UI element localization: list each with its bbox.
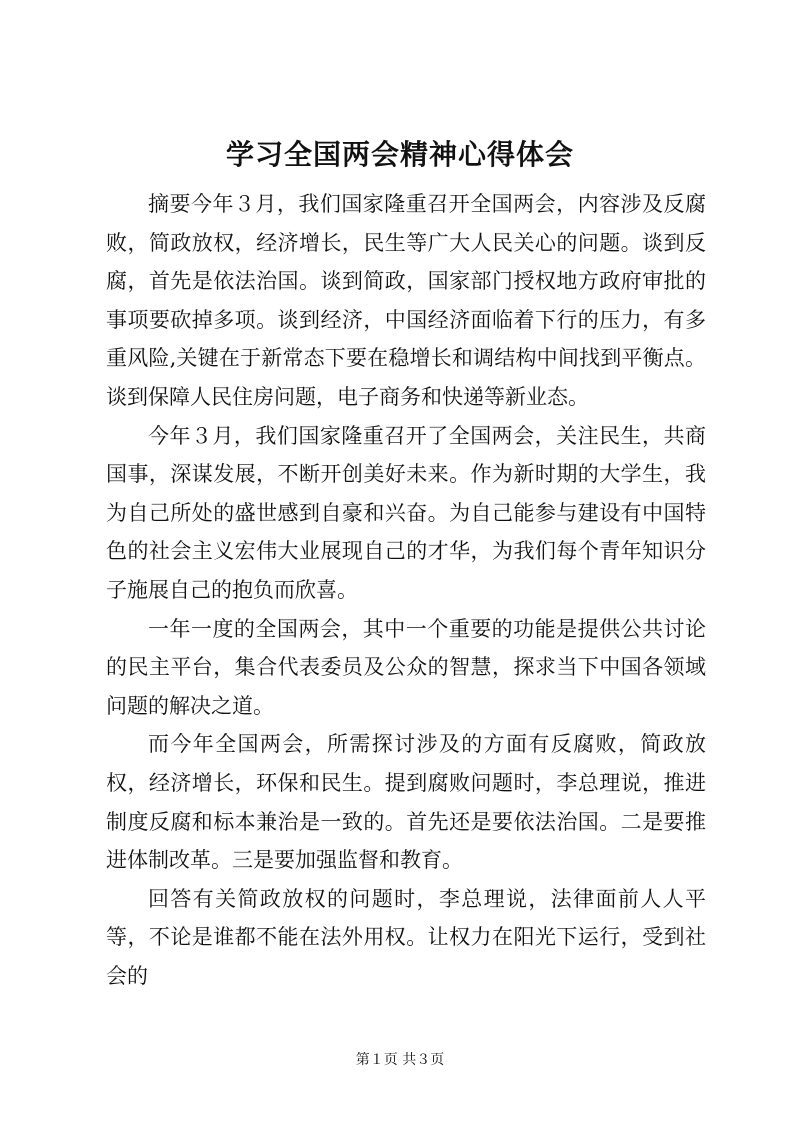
paragraph-summary: 摘要今年３月，我们国家隆重召开全国两会，内容涉及反腐败，简政放权，经济增长，民生等广大人民关心的问题。谈到反腐，首先是依法治国。谈到简政，国家部门授权地方政府审批的事项要砍掉多项。谈到经济，中国经济面临着下行的压力，有多重风险,关键在于新常态下要在稳增长和调结构中间找到平衡点。谈到保障人民住房问题，电子商务和快递等新业态。 xyxy=(106,192,706,409)
document-body xyxy=(106,185,706,995)
page-footer: 第１页 共３页 xyxy=(355,1052,445,1068)
paragraph-annual-session: 一年一度的全国两会，其中一个重要的功能是提供公共讨论的民主平台，集合代表委员及公众的智慧，探求当下中国各领域问题的解决之道。 xyxy=(106,616,706,718)
paragraph-topics: 而今年全国两会，所需探讨涉及的方面有反腐败，简政放权，经济增长，环保和民生。提到腐败问题时，李总理说，推进制度反腐和标本兼治是一致的。首先还是要依法治国。二是要推进体制改革。三是要加强监督和教育。 xyxy=(106,732,706,873)
paragraph-power-law: 回答有关简政放权的问题时，李总理说，法律面前人人平等，不论是谁都不能在法外用权。让权力在阳光下运行，受到社会的 xyxy=(106,886,706,988)
paragraph-intro: 今年３月，我们国家隆重召开了全国两会，关注民生，共商国事，深谋发展，不断开创美好未来。作为新时期的大学生，我为自己所处的盛世感到自豪和兴奋。为自己能参与建设有中国特色的社会主义宏伟大业展现自己的才华，为我们每个青年知识分子施展自己的抱负而欣喜。 xyxy=(106,423,706,602)
document-title: 学习全国两会精神心得体会 xyxy=(225,138,574,171)
